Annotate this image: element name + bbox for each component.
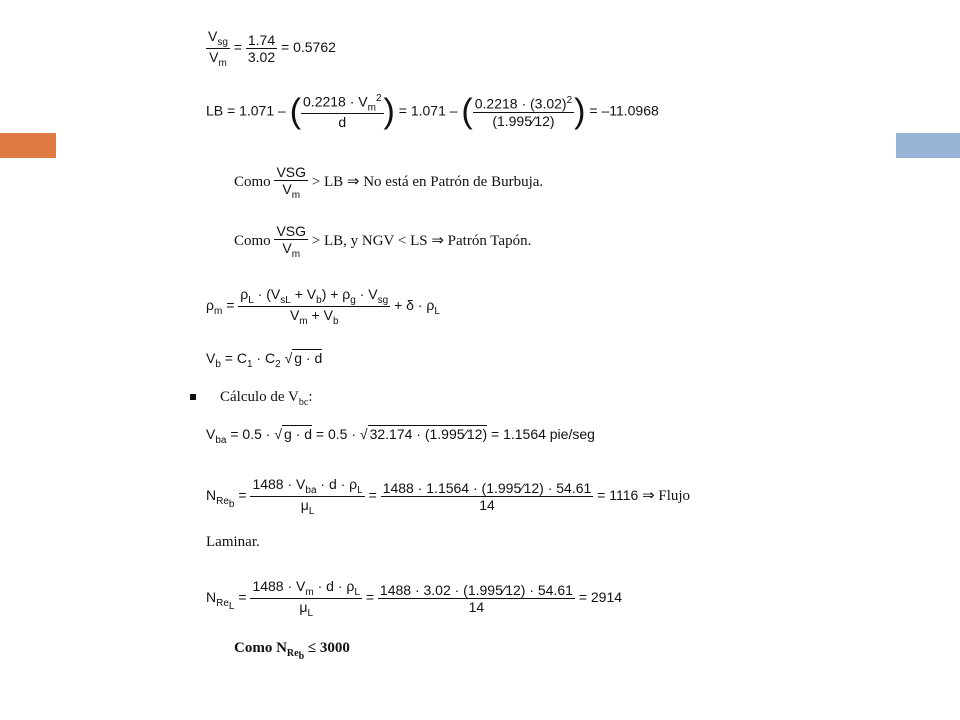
eq7-sqrt2: 32.174 · (1.995⁄12)	[369, 426, 488, 442]
condition-slug	[234, 223, 531, 260]
equation-vba	[206, 426, 595, 446]
eq9-frac2-num: 1488 · 3.02 · (1.995⁄12) · 54.61	[379, 581, 573, 598]
eq1-result: = 0.5762	[281, 39, 336, 55]
eq8-frac1-num-sub: ba	[305, 484, 317, 496]
line4-text: > LB, y NGV < LS ⇒ Patrón Tapón.	[311, 232, 532, 249]
eq5-frac	[238, 286, 390, 327]
eq5-lhs-sub: m	[213, 305, 223, 317]
sqrt-sign-2: √	[359, 426, 368, 442]
eq5-lhs: ρ	[206, 297, 214, 313]
eq7-lhs: V	[206, 426, 216, 442]
eq9-frac1-den-sub: L	[307, 607, 314, 619]
eq7-sqrt1: g · d	[284, 426, 313, 442]
accent-bar-right	[896, 133, 960, 158]
line3-frac-den: V	[282, 181, 292, 197]
eq8-frac1-den-sub: L	[308, 505, 315, 517]
eq5-num-mid4: · V	[355, 286, 378, 302]
eq5-den-sub2: b	[332, 315, 339, 327]
eq2-frac1-sub: m	[367, 102, 376, 114]
eq5-den: V	[289, 306, 300, 323]
eq5-num-mid1: · (V	[253, 286, 281, 302]
line4-frac	[274, 223, 308, 260]
eq2-mid: = 1.071 –	[398, 102, 458, 119]
equation-density: $\rho_m$ = $\frac{\rho_L \cdot (V_{sL} + V_b) + \rho_g \cdot V_{sg}}{V_m + V_b}$ + $\delta \cdot \rho_L$	[206, 286, 440, 327]
eq9-lhs-subsub: L	[228, 600, 235, 612]
eq9-frac1	[250, 578, 361, 619]
sqrt-sign: √	[284, 350, 293, 366]
eq7-rhs1: = 0.5 ·	[230, 426, 275, 442]
eq6-rhs-sub2: 2	[275, 358, 281, 370]
eq2-frac2-num: 0.2218 · (3.02)	[474, 95, 567, 112]
fraction-values	[246, 32, 277, 65]
eq5-den-sub1: m	[299, 315, 308, 327]
eq1-lhs-den-sub: m	[218, 57, 227, 69]
eq9-frac2-den: 14	[468, 598, 485, 615]
eq9-lhs-sub: Re	[216, 597, 229, 609]
eq8-lhs-subsub: b	[228, 498, 235, 510]
eq2-result: = –11.0968	[589, 102, 659, 119]
line3-frac-den-sub: m	[291, 189, 301, 201]
accent-bar-left	[0, 133, 56, 158]
equation-vb	[206, 350, 322, 370]
sqrt-sign-1: √	[274, 426, 283, 442]
eq1-num: 1.74	[247, 31, 276, 48]
eq8-result: = 1116	[597, 487, 639, 503]
eq7-rhs2: = 0.5 ·	[312, 426, 360, 442]
eq5-num-sub5: sg	[377, 294, 389, 306]
eq5-num-sub4: g	[350, 294, 356, 306]
eq5-num-mid3: ) + ρ	[321, 286, 351, 302]
eq9-frac1-den: μ	[299, 598, 308, 615]
eq8-frac2	[381, 480, 594, 513]
final-tail: ≤ 3000	[304, 640, 350, 656]
eq8-frac2-den: 14	[479, 496, 495, 513]
eq5-num-sub2: sL	[280, 294, 291, 306]
bullet-text-tail: :	[308, 389, 313, 405]
line3-text: > LB ⇒ No está en Patrón de Burbuja.	[311, 173, 544, 190]
final-text: Como N	[234, 640, 287, 656]
laminar-text: Laminar.	[206, 534, 260, 550]
eq9-frac1-num-sub: m	[305, 586, 314, 598]
eq8-frac1-num: 1488 · V	[252, 476, 306, 492]
eq2-frac2-sup: 2	[566, 94, 573, 106]
eq6-rhs-mid: · C	[252, 350, 276, 366]
line3-frac-num: VSG	[276, 164, 307, 180]
eq6-rhs: = C	[224, 350, 247, 366]
eq2-frac1-sup: 2	[375, 93, 382, 104]
eq7-lhs-sub: ba	[215, 434, 227, 446]
eq1-lhs-den: V	[209, 48, 219, 65]
line3-como: Como	[234, 173, 271, 190]
eq8-frac1-num-sub2: L	[357, 484, 363, 496]
eq8-frac1-den: μ	[300, 496, 309, 513]
line4-frac-num: VSG	[276, 223, 307, 239]
condition-bubble	[234, 164, 543, 201]
bullet-heading	[220, 389, 313, 408]
eq8-frac1-num-tail: · d · ρ	[316, 476, 358, 492]
equation-velocity-ratio: $\frac{V_{sg}}{V_m}$ = $\frac{1.74}{3.02}$ = 0.5762	[208, 28, 336, 69]
eq9-lhs: N	[206, 589, 217, 605]
eq5-num: ρ	[240, 286, 249, 302]
eq8-tail: ⇒ Flujo	[638, 488, 691, 504]
eq1-lhs-num: V	[208, 28, 218, 44]
eq9-frac1-num-sub2: L	[354, 586, 360, 598]
bullet-marker	[190, 394, 196, 400]
eq9-frac1-num: 1488 · V	[252, 578, 306, 594]
equation-nreb: $N_{Re_b}$ = $\frac{1488 \cdot V_{ba} \cdot d \cdot \rho_L}{\mu_L}$ = $\frac{1488 \cdot 1.1564 \cdot (1.995⁄12) \cdot 54.61}{14}$ = 1116 ⇒ Flujo	[206, 476, 691, 517]
eq5-num-sub3: b	[316, 294, 322, 306]
line4-frac-den-sub: m	[291, 248, 301, 260]
line4-frac-den: V	[282, 240, 292, 256]
eq8-lhs-sub: Re	[216, 495, 229, 507]
final-condition	[234, 640, 350, 662]
eq8-frac1	[250, 476, 364, 517]
eq7-result: = 1.1564 pie/seg	[487, 426, 595, 442]
eq6-lhs-sub: b	[215, 358, 221, 370]
eq6-lhs: V	[206, 350, 216, 366]
final-sub: Re	[286, 648, 299, 659]
eq5-den-mid: + V	[307, 306, 333, 323]
line3-frac	[274, 164, 308, 201]
eq8-frac2-num: 1488 · 1.1564 · (1.995⁄12) · 54.61	[382, 479, 592, 496]
eq5-num-mid2: + V	[290, 286, 317, 302]
eq2-frac2-den: (1.995⁄12)	[492, 112, 555, 129]
eq5-num-sub1: L	[248, 294, 254, 306]
bullet-text: Cálculo de V	[220, 389, 299, 405]
fraction-vsg-vm	[206, 28, 230, 69]
eq5-tail: + δ · ρ	[394, 297, 435, 313]
eq5-tail-sub: L	[434, 305, 440, 317]
eq2-frac1-den: d	[338, 114, 347, 131]
equation-nrel: $N_{Re_L}$ = $\frac{1488 \cdot V_m \cdot d \cdot \rho_L}{\mu_L}$ = $\frac{1488 \cdot 3.02 \cdot (1.995⁄12) \cdot 54.61}{14}$ = 2914	[206, 578, 623, 619]
bullet-text-sub: bc	[298, 397, 309, 408]
eq9-frac2	[378, 582, 575, 615]
eq2-frac2	[473, 95, 574, 129]
eq1-lhs-num-sub: sg	[217, 36, 228, 48]
final-subsub: b	[298, 651, 305, 662]
eq6-sqrt: g · d	[294, 350, 323, 366]
eq1-den: 3.02	[247, 48, 276, 65]
eq9-result: = 2914	[578, 589, 623, 605]
eq2-frac1	[301, 93, 384, 130]
eq6-rhs-sub1: 1	[246, 358, 253, 370]
eq2-lhs: LB = 1.071 –	[206, 102, 286, 119]
eq8-lhs: N	[206, 487, 217, 503]
line4-como: Como	[234, 232, 271, 249]
equation-lb: LB = 1.071 – ( $\frac{0.2218 \cdot V_m^2}{d}$ ) = 1.071 – ( $\frac{0.2218 \cdot (3.02)^2}{(1.995⁄12)}$ ) = –11.0968	[206, 92, 659, 131]
eq2-frac1-num: 0.2218 · V	[303, 93, 368, 110]
eq9-frac1-num-tail: · d · ρ	[313, 578, 355, 594]
